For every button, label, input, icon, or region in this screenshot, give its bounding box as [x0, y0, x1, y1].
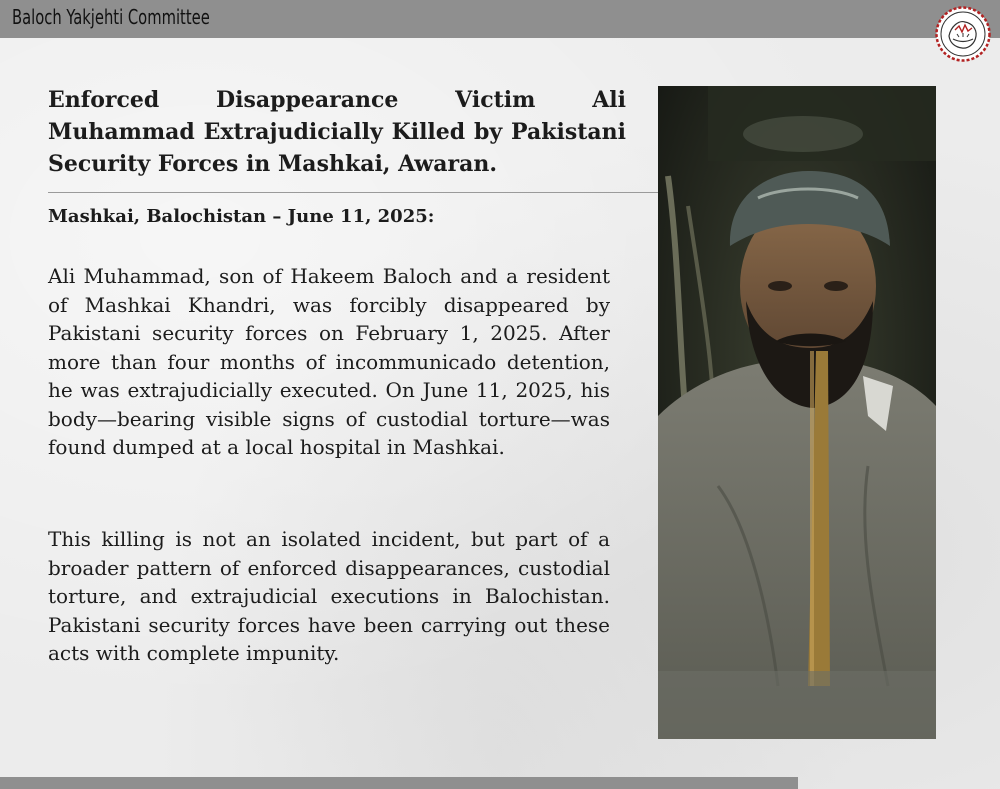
victim-portrait-photo	[658, 86, 936, 739]
article-paragraph-2: This killing is not an isolated incident, but part of a broader pattern of enforced disappearances, custodial torture, and extrajudicial executions in Balochistan. Pakistani security forces have been carrying out these acts with complete impunity.	[48, 527, 610, 665]
divider	[48, 192, 660, 193]
organization-name: Baloch Yakjehti Committee	[12, 5, 210, 29]
top-bar	[0, 0, 1000, 38]
organization-seal-icon	[935, 6, 991, 62]
bottom-bar	[0, 777, 798, 789]
article-dateline: Mashkai, Balochistan – June 11, 2025:	[48, 206, 435, 227]
article-paragraph-1: Ali Muhammad, son of Hakeem Baloch and a resident of Mashkai Khandri, was forcibly disappeared by Pakistani security forces on February 1, 2025. After more than four months of incommunicado detention, he was extrajudicially executed. On June 11, 2025, his body—bearing visible signs of custodial torture—was found dumped at a local hospital in Mashkai.	[48, 264, 610, 459]
article-headline: Enforced Disappearance Victim Ali Muhammad Extrajudicially Killed by Pakistani Security Forces in Mashkai, Awaran.	[48, 87, 626, 177]
